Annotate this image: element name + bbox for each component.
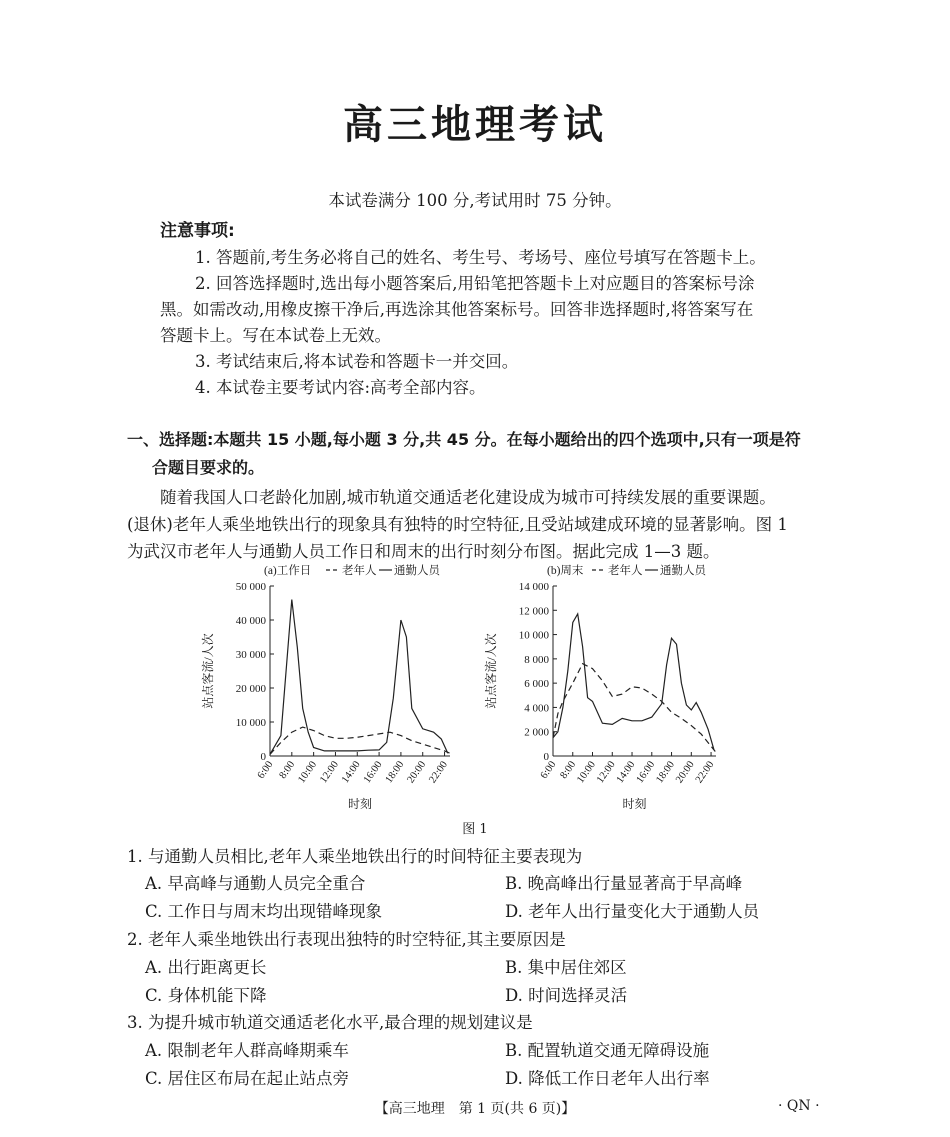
x-tick-label: 16:00 — [634, 759, 658, 786]
exam-intro: 本试卷满分 100 分,考试用时 75 分钟。 — [328, 191, 622, 210]
y-tick-label: 0 — [543, 751, 549, 763]
option-d: D. 降低工作日老年人出行率 — [505, 1069, 710, 1088]
question-stem: 3. 为提升城市轨道交通适老化水平,最合理的规划建议是 — [127, 1013, 533, 1032]
series-line-elderly — [553, 664, 716, 753]
x-tick-label: 8:00 — [558, 759, 579, 782]
y-tick-label: 50 000 — [235, 581, 266, 593]
passage-line: 为武汉市老年人与通勤人员工作日和周末的出行时刻分布图。据此完成 1—3 题。 — [127, 542, 720, 561]
option-a: A. 限制老年人群高峰期乘车 — [145, 1041, 349, 1060]
y-tick-label: 12 000 — [518, 605, 549, 618]
y-axis-label: 站点客流/人次 — [201, 633, 215, 709]
notice-item: 2. 回答选择题时,选出每小题答案后,用铅笔把答题卡上对应题目的答案标号涂 — [195, 274, 755, 293]
legend-label-commuter: 通勤人员 — [660, 565, 706, 577]
x-axis-label: 时刻 — [347, 797, 373, 810]
y-tick-label: 0 — [260, 751, 266, 763]
y-tick-label: 10 000 — [518, 629, 549, 642]
y-tick-label: 20 000 — [235, 683, 266, 695]
option-a: A. 出行距离更长 — [145, 958, 267, 977]
y-tick-label: 2 000 — [524, 726, 549, 739]
notice-item: 3. 考试结束后,将本试卷和答题卡一并交回。 — [195, 352, 519, 371]
x-tick-label: 10:00 — [296, 759, 320, 786]
notice-item: 答题卡上。写在本试卷上无效。 — [160, 326, 391, 345]
legend-label-elderly: 老年人 — [608, 565, 643, 577]
option-b: B. 配置轨道交通无障碍设施 — [505, 1041, 710, 1060]
x-tick-label: 18:00 — [654, 759, 678, 786]
chart-title: (a)工作日 — [264, 565, 312, 577]
notice-item: 4. 本试卷主要考试内容:高考全部内容。 — [195, 378, 486, 397]
x-tick-label: 16:00 — [361, 759, 385, 786]
option-c: C. 身体机能下降 — [145, 986, 267, 1005]
option-c: C. 工作日与周末均出现错峰现象 — [145, 902, 383, 921]
page-footer: 【高三地理 第 1 页(共 6 页)】 — [374, 1101, 576, 1117]
y-tick-label: 40 000 — [235, 615, 266, 627]
section-heading: 一、选择题:本题共 15 小题,每小题 3 分,共 45 分。在每小题给出的四个选项中,只有一项是符 — [127, 430, 801, 449]
y-tick-label: 8 000 — [524, 653, 549, 666]
x-tick-label: 6:00 — [255, 759, 276, 782]
x-tick-label: 10:00 — [575, 759, 598, 786]
notice-item: 黑。如需改动,用橡皮擦干净后,再选涂其他答案标号。回答非选择题时,将答案写在 — [160, 300, 754, 319]
x-tick-label: 20:00 — [405, 759, 429, 786]
passage-line: (退休)老年人乘坐地铁出行的现象具有独特的时空特征,且受站域建成环境的显著影响。图 1 — [127, 515, 788, 534]
legend-label-commuter: 通勤人员 — [394, 565, 440, 577]
option-d: D. 时间选择灵活 — [505, 986, 628, 1005]
y-axis-label: 站点客流/人次 — [484, 633, 498, 709]
x-tick-label: 12:00 — [594, 759, 618, 786]
x-tick-label: 8:00 — [277, 759, 298, 782]
chart-weekend — [483, 563, 717, 810]
chart-title: (b)周末 — [547, 565, 584, 577]
x-tick-label: 22:00 — [693, 759, 717, 786]
series-line-commuter — [553, 614, 714, 750]
y-tick-label: 10 000 — [235, 717, 266, 729]
x-tick-label: 22:00 — [427, 759, 451, 786]
x-tick-label: 20:00 — [674, 759, 697, 786]
x-axis-label: 时刻 — [622, 797, 647, 810]
figure-caption: 图 1 — [462, 822, 488, 837]
option-b: B. 集中居住郊区 — [505, 958, 627, 977]
chart-weekday — [200, 563, 450, 810]
section-heading-cont: 合题目要求的。 — [152, 458, 265, 477]
question-stem: 2. 老年人乘坐地铁出行表现出独特的时空特征,其主要原因是 — [127, 930, 566, 949]
option-b: B. 晚高峰出行量显著高于早高峰 — [505, 874, 743, 893]
question-stem: 1. 与通勤人员相比,老年人乘坐地铁出行的时间特征主要表现为 — [127, 847, 583, 866]
y-tick-label: 14 000 — [518, 581, 549, 593]
page-title: 高三地理考试 — [343, 102, 607, 148]
notice-heading: 注意事项: — [160, 221, 235, 241]
option-c: C. 居住区布局在起止站点旁 — [145, 1069, 350, 1088]
y-tick-label: 30 000 — [235, 649, 266, 661]
option-d: D. 老年人出行量变化大于通勤人员 — [505, 902, 760, 921]
series-line-commuter — [270, 600, 448, 755]
option-a: A. 早高峰与通勤人员完全重合 — [145, 874, 366, 893]
y-tick-label: 6 000 — [524, 678, 549, 691]
x-tick-label: 14:00 — [339, 759, 363, 786]
legend-label-elderly: 老年人 — [342, 565, 377, 577]
y-tick-label: 4 000 — [524, 702, 549, 715]
figure-1-charts — [200, 560, 760, 810]
x-tick-label: 6:00 — [538, 759, 559, 782]
footer-code: · QN · — [778, 1098, 820, 1114]
passage-line: 随着我国人口老龄化加剧,城市轨道交通适老化建设成为城市可持续发展的重要课题。 — [160, 488, 776, 507]
x-tick-label: 14:00 — [614, 759, 638, 786]
x-tick-label: 18:00 — [383, 759, 407, 786]
x-tick-label: 12:00 — [318, 759, 341, 786]
notice-item: 1. 答题前,考生务必将自己的姓名、考生号、考场号、座位号填写在答题卡上。 — [195, 248, 766, 267]
